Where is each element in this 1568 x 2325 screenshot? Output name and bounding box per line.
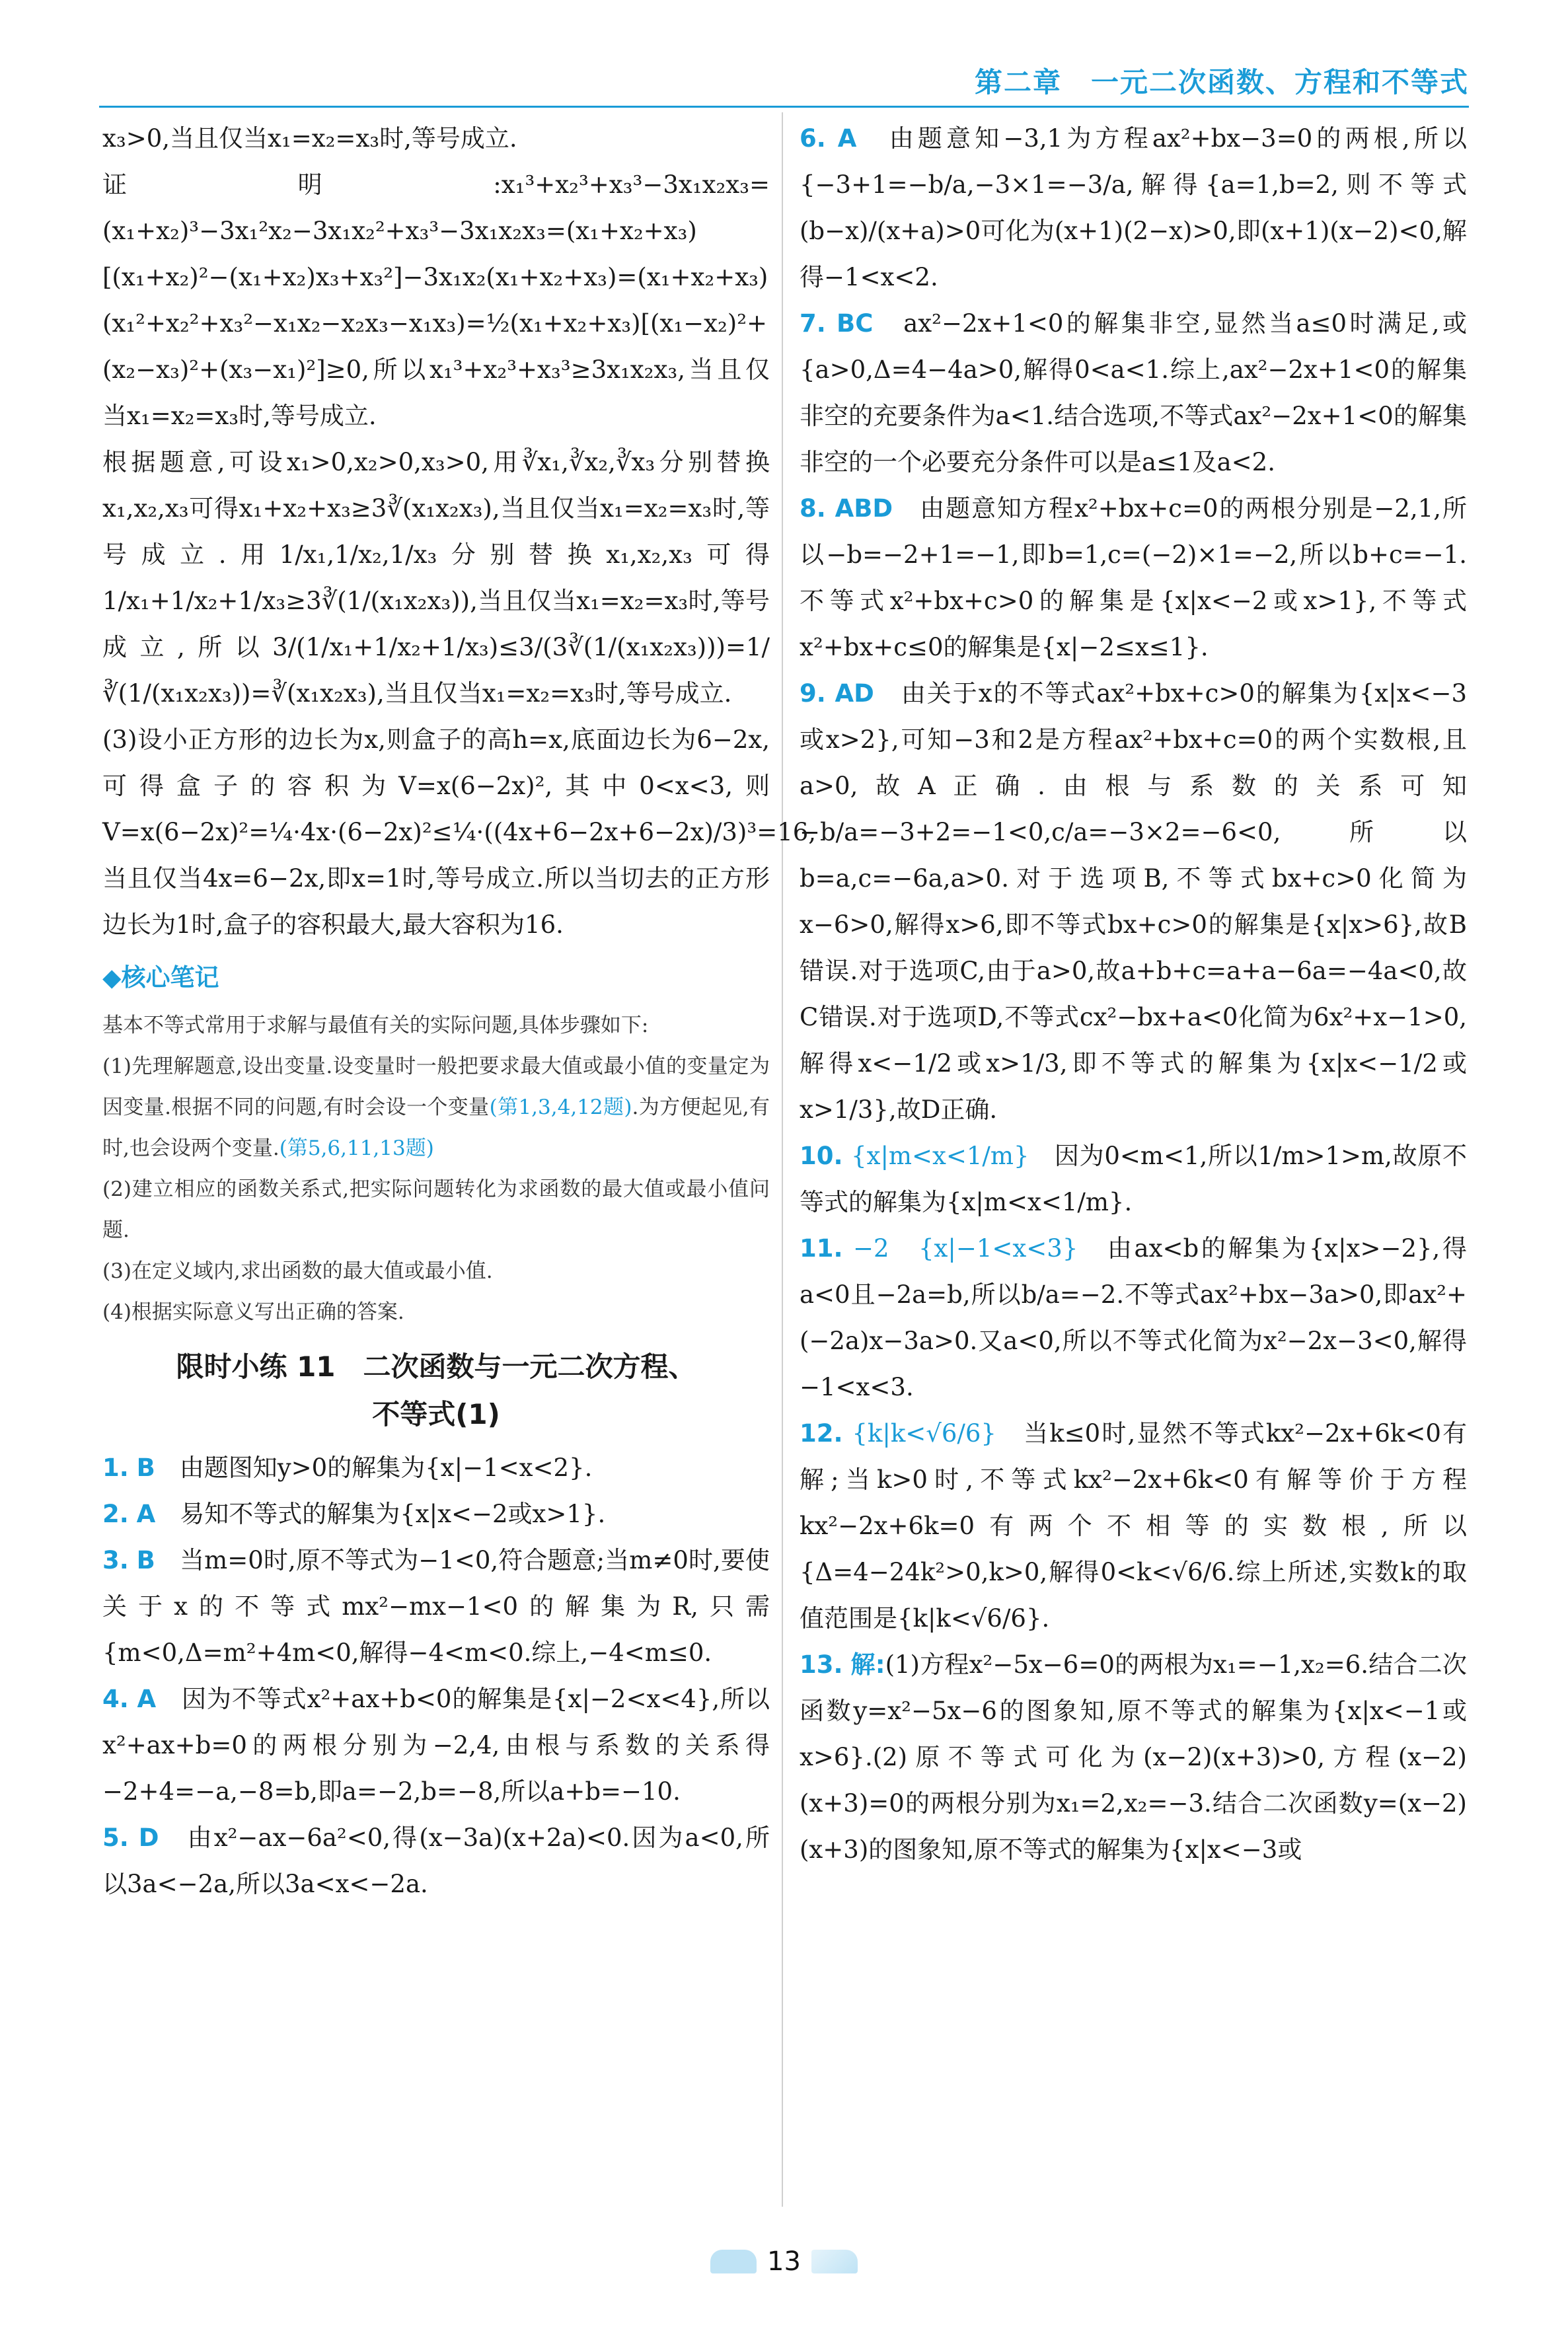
answer-choice: BC xyxy=(837,309,874,338)
section-title-line: 不等式(1) xyxy=(372,1398,500,1430)
answer-text: 易知不等式的解集为{x|x<−2或x>1}. xyxy=(180,1500,606,1528)
note-ref: (第5,6,11,13题) xyxy=(279,1136,434,1160)
note-intro: 基本不等式常用于求解与最值有关的实际问题,具体步骤如下: xyxy=(102,1014,649,1037)
note-text: (1)先理解题意,设出变量.设变量时一般把要求最大值或最小值的变量定为因变量.根据不同的问题,有时会设一个变量 xyxy=(102,1054,770,1119)
question-number: 5. xyxy=(102,1824,129,1852)
answer-item xyxy=(800,116,1467,301)
answer-text: 当k≤0时,显然不等式kx²−2x+6k<0有解;当k>0时,不等式kx²−2x+6k<0有解等价于方程kx²−2x+6k=0有两个不相等的实数根,所以{Δ=4−24k²>0,k>0,解得0<k<√6/6.综上所述,实数k的取值范围是{k|k<√6/6}. xyxy=(800,1419,1467,1633)
paragraph: (3)设小正方形的边长为x,则盒子的高h=x,底面边长为6−2x,可得盒子的容积为V=x(6−2x)²,其中0<x<3,则V=x(6−2x)²=¼·4x·(6−2x)²≤¼·((4x+6−2x+6−2x)/3)³=16,当且仅当4x=6−2x,即x=1时,等号成立.所以当切去的正方形边长为1时,盒子的容积最大,最大容积为16. xyxy=(102,725,817,939)
answer-choice: B xyxy=(136,1454,155,1482)
paragraph: 证明:x₁³+x₂³+x₃³−3x₁x₂x₃=(x₁+x₂)³−3x₁²x₂−3x₁x₂²+x₃³−3x₁x₂x₃=(x₁+x₂+x₃)[(x₁+x₂)²−(x₁+x₂)x₃+x₃²]−3x₁x₂(x₁+x₂+x₃)=(x₁+x₂+x₃)(x₁²+x₂²+x₃²−x₁x₂−x₂x₃−x₁x₃)=½(x₁+x₂+x₃)[(x₁−x₂)²+(x₂−x₃)²+(x₃−x₁)²]≥0,所以x₁³+x₂³+x₃³≥3x₁x₂x₃,当且仅当x₁=x₂=x₃时,等号成立. xyxy=(102,170,770,430)
answer-choice: A xyxy=(137,1685,157,1713)
answer-item xyxy=(800,1411,1467,1642)
answer-text: 由题意知−3,1为方程ax²+bx−3=0的两根,所以{−3+1=−b/a,−3×1=−3/a,解得{a=1,b=2,则不等式(b−x)/(x+a)>0可化为(x+1)(2−x)>0,即(x+1)(x−2)<0,解得−1<x<2. xyxy=(800,124,1467,291)
left-column xyxy=(102,116,817,1907)
answer-text: (1)方程x²−5x−6=0的两根为x₁=−1,x₂=6.结合二次函数y=x²−5x−6的图象知,原不等式的解集为{x|x<−1或x>6}.(2)原不等式可化为(x−2)(x+3)>0,方程(x−2)(x+3)=0的两根分别为x₁=2,x₂=−3.结合二次函数y=(x−2)(x+3)的图象知,原不等式的解集为{x|x<−3或 xyxy=(800,1650,1467,1864)
answer-item xyxy=(800,301,1467,486)
right-column xyxy=(800,116,1467,1873)
answer-item xyxy=(800,1133,1467,1226)
note-item: (4)根据实际意义写出正确的答案. xyxy=(102,1300,404,1324)
answer-text: 由ax<b的解集为{x|x>−2},得a<0且−2a=b,所以b/a=−2.不等式ax²+bx−3a>0,即ax²+(−2a)x−3a>0.又a<0,所以不等式化简为x²−2x−3<0,解得−1<x<3. xyxy=(800,1234,1468,1401)
page-number-badge xyxy=(710,2246,858,2277)
note-ref: (第1,3,4,12题) xyxy=(489,1095,632,1119)
chapter-header: 第二章 一元二次函数、方程和不等式 xyxy=(974,66,1469,98)
answer-value: {x|m<x<1/m} xyxy=(851,1142,1029,1170)
answer-item xyxy=(800,1226,1467,1411)
answer-choice: ABD xyxy=(835,494,893,523)
question-number: 13. xyxy=(800,1650,843,1679)
answer-choice: A xyxy=(136,1500,156,1528)
answer-text: 由关于x的不等式ax²+bx+c>0的解集为{x|x<−3或x>2},可知−3和2是方程ax²+bx+c=0的两个实数根,且a>0,故A正确.由根与系数的关系可知−b/a=−3+2=−1<0,c/a=−3×2=−6<0,所以b=a,c=−6a,a>0.对于选项B,不等式bx+c>0化简为x−6>0,解得x>6,即不等式bx+c>0的解集是{x|x>6},故B错误.对于选项C,由于a>0,故a+b+c=a+a−6a=−4a<0,故C错误.对于选项D,不等式cx²−bx+a<0化简为6x²+x−1>0,解得x<−1/2或x>1/3,即不等式的解集为{x|x<−1/2或x>1/3},故D正确. xyxy=(800,679,1468,1124)
answer-item xyxy=(102,1815,770,1907)
answer-text: 因为0<m<1,所以1/m>1>m,故原不等式的解集为{x|m<x<1/m}. xyxy=(800,1142,1468,1216)
answer-value: {k|k<√6/6} xyxy=(852,1419,996,1448)
set-square-icon xyxy=(811,2250,858,2273)
core-note-title: ◆核心笔记 xyxy=(102,963,219,992)
answer-text: 当m=0时,原不等式为−1<0,符合题意;当m≠0时,要使关于x的不等式mx²−mx−1<0的解集为R,只需{m<0,Δ=m²+4m<0,解得−4<m<0.综上,−4<m≤0. xyxy=(102,1546,770,1667)
section-title xyxy=(102,1343,770,1438)
note-item xyxy=(102,1046,770,1169)
paragraph: 根据题意,可设x₁>0,x₂>0,x₃>0,用∛x₁,∛x₂,∛x₃分别替换x₁,x₂,x₃可得x₁+x₂+x₃≥3∛(x₁x₂x₃),当且仅当x₁=x₂=x₃时,等号成立.用1/x₁,1/x₂,1/x₃分别替换x₁,x₂,x₃可得1/x₁+1/x₂+1/x₃≥3∛(1/(x₁x₂x₃)),当且仅当x₁=x₂=x₃时,等号成立,所以3/(1/x₁+1/x₂+1/x₃)≤3/(3∛(1/(x₁x₂x₃)))=1/∛(1/(x₁x₂x₃))=∛(x₁x₂x₃),当且仅当x₁=x₂=x₃时,等号成立. xyxy=(102,448,770,708)
answer-item xyxy=(800,1642,1467,1873)
answer-text: 因为不等式x²+ax+b<0的解集是{x|−2<x<4},所以x²+ax+b=0的两根分别为−2,4,由根与系数的关系得−2+4=−a,−8=b,即a=−2,b=−8,所以a+b=−10. xyxy=(102,1685,770,1806)
page-number: 13 xyxy=(767,2246,801,2277)
answer-item xyxy=(102,1491,770,1537)
section-title-line: 限时小练 11 二次函数与一元二次方程、 xyxy=(176,1350,696,1383)
paragraph: x₃>0,当且仅当x₁=x₂=x₃时,等号成立. xyxy=(102,124,517,153)
question-number: 7. xyxy=(800,309,826,338)
question-number: 8. xyxy=(800,494,826,523)
answer-choice: B xyxy=(136,1546,155,1574)
header-rule xyxy=(99,106,1469,108)
question-number: 3. xyxy=(102,1546,129,1574)
question-number: 4. xyxy=(102,1685,129,1713)
question-number: 2. xyxy=(102,1500,129,1528)
note-text: .为方便起见,有时,也会设两个变量. xyxy=(102,1095,770,1160)
core-note xyxy=(102,1005,770,1333)
question-number: 11. xyxy=(800,1234,843,1263)
answer-item xyxy=(102,1676,770,1815)
question-number: 6. xyxy=(800,124,826,153)
column-divider xyxy=(782,112,783,2207)
answer-item xyxy=(800,486,1467,671)
answer-choice: AD xyxy=(835,679,874,708)
page-footer xyxy=(0,2246,1568,2277)
answer-text: 由题意知方程x²+bx+c=0的两根分别是−2,1,所以−b=−2+1=−1,即b=1,c=(−2)×1=−2,所以b+c=−1.不等式x²+bx+c>0的解集是{x|x<−2或x>1},不等式x²+bx+c≤0的解集是{x|−2≤x≤1}. xyxy=(800,494,1467,661)
question-number: 1. xyxy=(102,1454,129,1482)
answer-choice: D xyxy=(138,1824,159,1852)
note-item: (3)在定义域内,求出函数的最大值或最小值. xyxy=(102,1259,493,1283)
answer-text: ax²−2x+1<0的解集非空,显然当a≤0时满足,或{a>0,Δ=4−4a>0,解得0<a<1.综上,ax²−2x+1<0的解集非空的充要条件为a<1.结合选项,不等式ax²−2x+1<0的解集非空的一个必要充分条件可以是a≤1及a<2. xyxy=(800,309,1467,476)
answer-item xyxy=(800,671,1467,1133)
answer-label: 解: xyxy=(850,1650,885,1679)
note-item: (2)建立相应的函数关系式,把实际问题转化为求函数的最大值或最小值问题. xyxy=(102,1177,770,1242)
question-number: 10. xyxy=(800,1142,843,1170)
answer-item xyxy=(102,1445,770,1491)
question-number: 9. xyxy=(800,679,826,708)
answer-text: 由x²−ax−6a²<0,得(x−3a)(x+2a)<0.因为a<0,所以3a<−2a,所以3a<x<−2a. xyxy=(102,1824,770,1898)
question-number: 12. xyxy=(800,1419,843,1448)
answer-choice: A xyxy=(837,124,857,153)
answer-item xyxy=(102,1537,770,1676)
protractor-icon xyxy=(710,2250,757,2273)
answer-text: 由题图知y>0的解集为{x|−1<x<2}. xyxy=(179,1454,593,1482)
answer-value: −2 {x|−1<x<3} xyxy=(853,1234,1078,1263)
